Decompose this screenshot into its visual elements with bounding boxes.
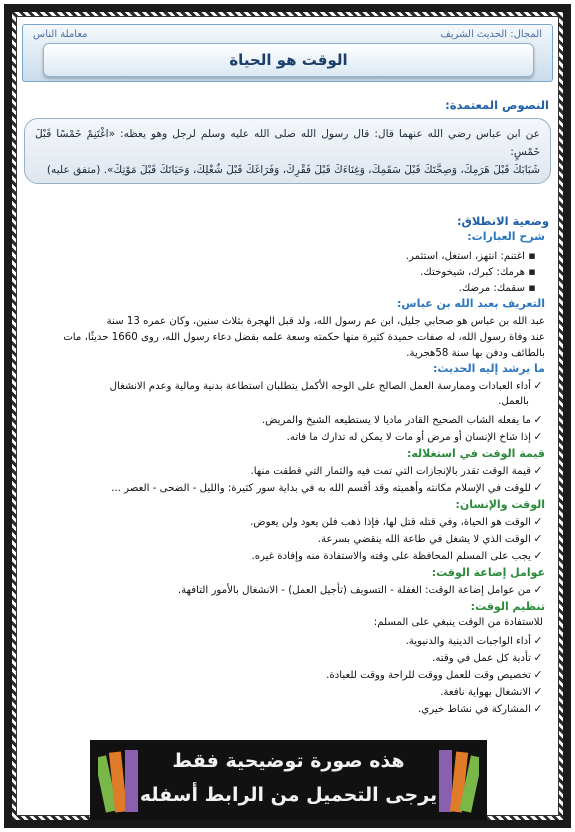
bullet-icon: ▪	[528, 265, 536, 278]
org-item: ✓الانشغال بهواية نافعة.	[440, 685, 545, 698]
check-icon: ✓	[533, 515, 543, 528]
vocab-heading: شرح العبارات:	[467, 230, 545, 243]
guide-item: ✓ما يفعله الشاب الصحيح القادر ماديا لا يستطيعه الشيخ والمريض.	[262, 413, 545, 426]
value-item: ✓للوقت في الإسلام مكانته وأهميته وقد أقسم الله به في بداية سور كثيرة: والليل - الضحى - العصر ...	[111, 481, 545, 494]
org-item: ✓المشاركة في نشاط خيري.	[418, 702, 545, 715]
guide-item: ✓أداء العبادات وممارسة العمل الصالح على الوجه الأكمل يتطلبان استطاعة بدنية ومالية وعدم الانشغال	[110, 379, 545, 392]
check-icon: ✓	[533, 634, 543, 647]
value-heading: قيمة الوقت في استغلاله:	[406, 447, 545, 460]
check-icon: ✓	[533, 702, 543, 715]
hadith-line-1: عن ابن عباس رضي الله عنهما قال: قال رسول الله صلى الله عليه وسلم لرجل وهو يعظه: «اغْتَنِمْ خَمْسًا قَبْلَ خَمْسٍ:	[35, 128, 540, 158]
check-icon: ✓	[533, 464, 543, 477]
guide-item-continued: بالعمل.	[498, 396, 529, 407]
guide-item: ✓إذا شاخ الإنسان أو مرض أو مات لا يمكن له تدارك ما فاته.	[287, 430, 545, 443]
guide-heading: ما يرشد إليه الحديث:	[433, 362, 545, 375]
check-icon: ✓	[533, 413, 543, 426]
texts-heading: النصوص المعتمدة:	[445, 98, 549, 112]
org-item: ✓تخصيص وقت للعمل ووقت للراحة ووقت للعبادة.	[326, 668, 545, 681]
lesson-header	[22, 24, 553, 82]
title-box	[43, 43, 534, 77]
check-icon: ✓	[533, 430, 543, 443]
check-icon: ✓	[533, 685, 543, 698]
bullet-icon: ▪	[528, 281, 536, 294]
check-icon: ✓	[533, 481, 543, 494]
check-icon: ✓	[533, 651, 543, 664]
page-title: الوقت هو الحياة	[229, 51, 348, 69]
org-item: ✓أداء الواجبات الدينية والدنيوية.	[406, 634, 545, 647]
module-label: معاملة الناس	[33, 29, 88, 40]
hadith-box	[24, 118, 551, 184]
check-icon: ✓	[533, 583, 543, 596]
hadith-line-2: شَبَابَكَ قَبْلَ هَرَمِكَ، وَصِحَّتَكَ قَبْلَ سَقَمِكَ، وَغِنَاءَكَ قَبْلَ فَقْرِكَ، وَفَرَاغَكَ قَبْلَ شُغْلِكَ، وَحَيَاتَكَ قَبْلَ مَوْتِكَ». (متفق عليه)	[46, 164, 540, 176]
bio-text: عبد الله بن عباس هو صحابي جليل، ابن عم رسول الله، ولد قبل الهجرة بثلاث سنين، وكان عمره 13 سنة عند وفاة رسول الله، له صفات حميدة كثيرة منها حكمته وسعة علمه بفضل دعاء رسول الله، روى 1660 حديثًا، مات بالطائف ودفن بها سنة 58هجرية.	[63, 316, 545, 359]
waste-heading: عوامل إضاعة الوقت:	[431, 566, 545, 579]
vocab-item: ▪سقمك: مرضك.	[459, 281, 539, 294]
org-item: ✓تأدية كل عمل في وقته.	[432, 651, 545, 664]
check-icon: ✓	[533, 532, 543, 545]
check-icon: ✓	[533, 549, 543, 562]
human-heading: الوقت والإنسان:	[455, 498, 545, 511]
org-heading: تنظيم الوقت:	[470, 600, 545, 613]
watermark-line-1: هذه صورة توضيحية فقط	[172, 750, 405, 772]
waste-item: ✓من عوامل إضاعة الوقت: الغفلة - التسويف (تأجيل العمل) - الانشغال بالأمور التافهة.	[178, 583, 545, 596]
human-item: ✓الوقت الذي لا يشغل في طاعة الله ينقضي بسرعة.	[318, 532, 545, 545]
human-item: ✓الوقت هو الحياة، وفي قتله قتل لها، فإذا ذهب فلن يعود ولن يعوض.	[250, 515, 545, 528]
vocab-item: ▪هرمك: كبرك، شيخوختك.	[420, 265, 539, 278]
start-heading: وضعية الانطلاق:	[456, 214, 549, 228]
watermark-line-2: يرجى التحميل من الرابط أسفله	[139, 784, 438, 806]
watermark-banner	[90, 740, 487, 820]
bio-heading: التعريف بعبد الله بن عباس:	[397, 297, 545, 310]
human-item: ✓يجب على المسلم المحافظة على وقته والاستفادة منه وإفادة غيره.	[251, 549, 545, 562]
bullet-icon: ▪	[528, 249, 536, 262]
vocab-item: ▪اغتنم: انتهز، استغل، استثمر.	[406, 249, 539, 262]
org-intro: للاستفادة من الوقت ينبغي على المسلم:	[373, 617, 543, 628]
check-icon: ✓	[533, 668, 543, 681]
value-item: ✓قيمة الوقت تقدر بالإنجازات التي تمت فيه والثمار التي قطفت منها.	[250, 464, 545, 477]
field-label: المجال: الحديث الشريف	[440, 29, 542, 40]
check-icon: ✓	[533, 379, 543, 392]
